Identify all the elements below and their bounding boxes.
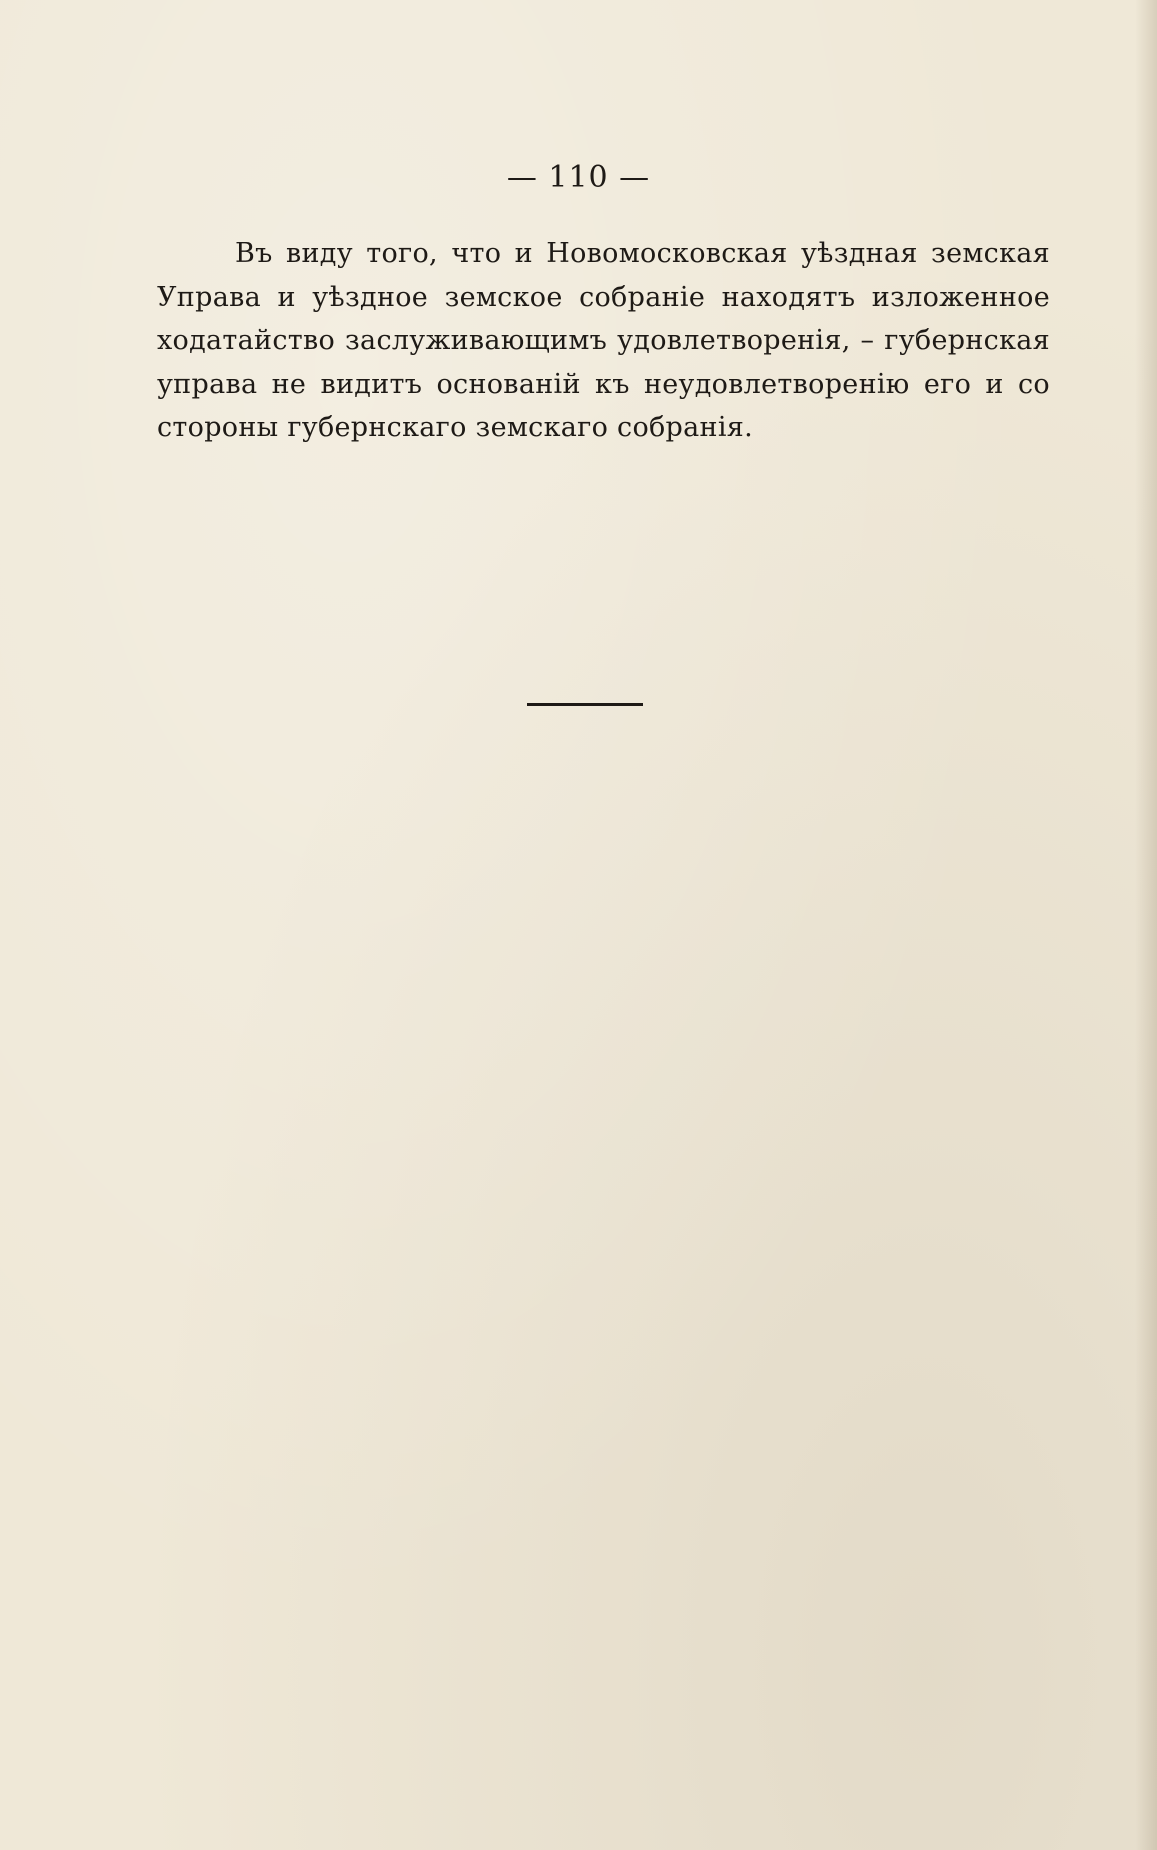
word: основаній	[436, 368, 581, 400]
word: видитъ	[320, 368, 423, 400]
word: удовлетворенія,	[617, 325, 851, 356]
word: находятъ	[721, 281, 856, 313]
word: управа	[157, 368, 258, 400]
paragraph-line	[157, 363, 1050, 407]
word: заслуживающимъ	[345, 325, 608, 356]
word: губернская	[884, 325, 1050, 356]
paragraph-line	[157, 319, 1050, 363]
word: къ	[595, 368, 630, 400]
word: уѣздное	[312, 281, 429, 313]
word: земская	[931, 238, 1050, 269]
word: земское	[444, 281, 563, 313]
word: ходатайство	[157, 325, 336, 356]
paragraph-line	[157, 232, 1050, 276]
word: и	[985, 368, 1004, 400]
word: и	[514, 238, 533, 269]
line-text: стороны губернскаго земскаго собранія.	[157, 412, 753, 443]
word: уѣздная	[800, 238, 918, 269]
word: его	[923, 368, 972, 400]
page-edge-shadow	[1135, 0, 1157, 1850]
word: виду	[285, 238, 353, 269]
word: что	[451, 238, 502, 269]
word: не	[271, 368, 307, 400]
page-number: — 110 —	[506, 160, 651, 195]
section-divider	[527, 703, 643, 706]
paragraph-line	[157, 276, 1050, 320]
word: неудовлетворенію	[643, 368, 910, 400]
paragraph-line	[157, 406, 1050, 450]
word: –	[860, 325, 875, 356]
word: со	[1017, 368, 1050, 400]
word: и	[277, 281, 296, 313]
word: собраніе	[579, 281, 706, 313]
word: изложенное	[871, 281, 1050, 313]
word: Управа	[157, 281, 261, 313]
main-paragraph	[157, 232, 1050, 450]
word: Новомосковская	[546, 238, 788, 269]
word: Въ	[235, 238, 273, 269]
word: того,	[366, 238, 438, 269]
